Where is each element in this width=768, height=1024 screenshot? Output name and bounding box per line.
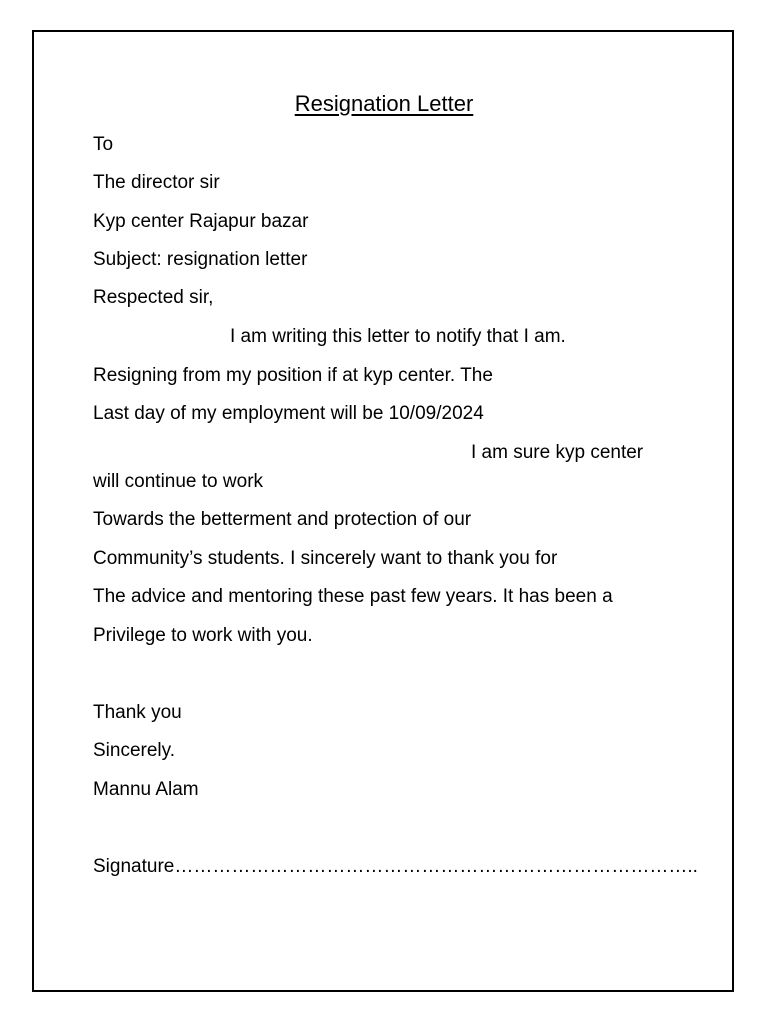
body-line-9: Privilege to work with you.	[93, 625, 313, 646]
name-line: Mannu Alam	[93, 779, 199, 800]
subject-line: Subject: resignation letter	[93, 249, 308, 270]
body-line-1: I am writing this letter to notify that I am.	[230, 326, 566, 347]
sign-off-line: Sincerely.	[93, 740, 176, 761]
body-line-4: I am sure kyp center	[471, 442, 644, 463]
body-line-8: The advice and mentoring these past few years. It has been a	[93, 586, 613, 607]
signature-line: Signature………………………………………………………………………..	[93, 856, 698, 877]
letter-title-text: Resignation Letter	[294, 91, 474, 116]
body-line-2: Resigning from my position if at kyp center. The	[93, 365, 493, 386]
to-line: To	[93, 134, 114, 155]
salutation-line: Respected sir,	[93, 287, 214, 308]
body-line-7: Community’s students. I sincerely want to thank you for	[93, 548, 558, 569]
address-line: Kyp center Rajapur bazar	[93, 211, 309, 232]
body-line-5: will continue to work	[93, 471, 264, 492]
letter-title	[0, 90, 768, 118]
recipient-line: The director sir	[93, 172, 220, 193]
body-line-6: Towards the betterment and protection of our	[93, 509, 472, 530]
body-line-3: Last day of my employment will be 10/09/2024	[93, 403, 484, 424]
closing-line: Thank you	[93, 702, 182, 723]
